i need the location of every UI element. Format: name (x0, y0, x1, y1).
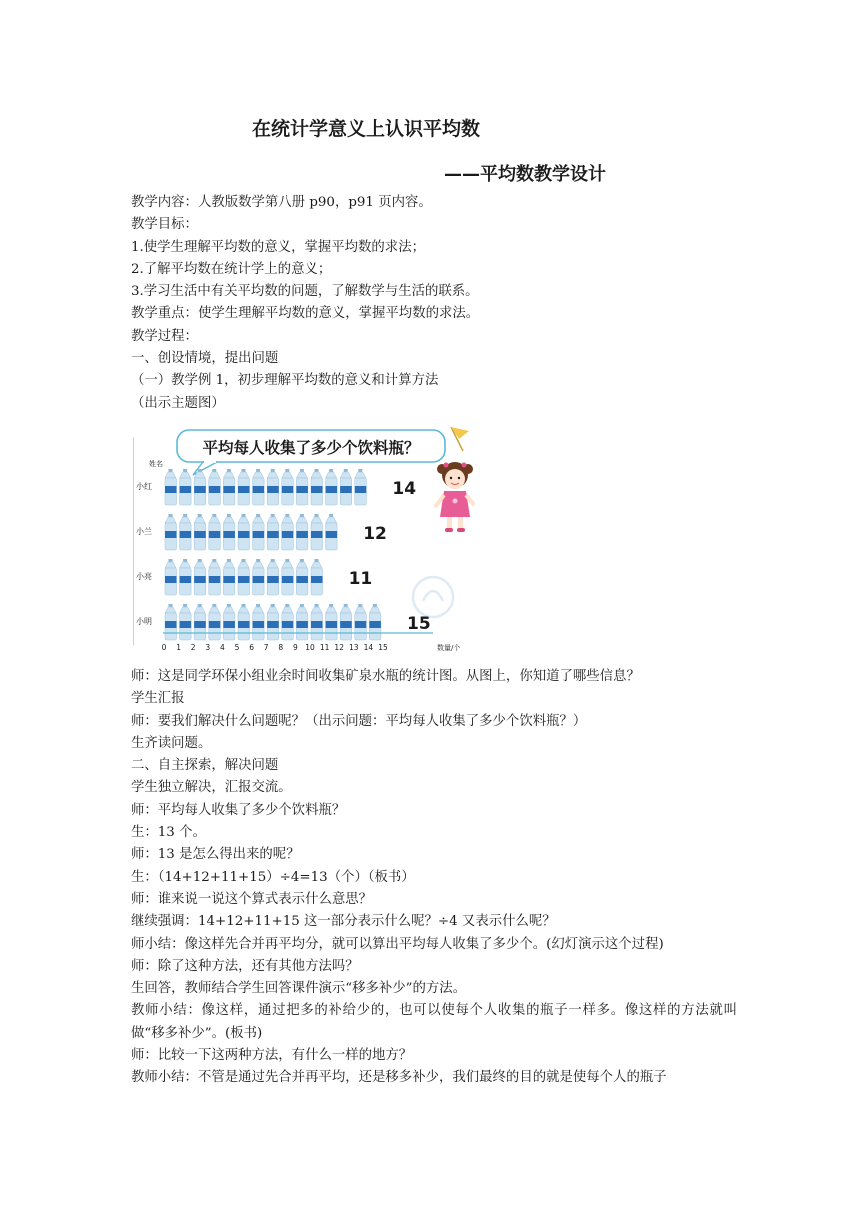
text-line: 3.学习生活中有关平均数的问题，了解数学与生活的联系。 (131, 284, 479, 300)
bottle-icon (165, 514, 177, 550)
bottle-icon (296, 469, 308, 505)
x-tick-label: 4 (220, 643, 225, 652)
bottle-icon (194, 514, 206, 550)
text-line: 二、自主探索，解决问题 (131, 758, 279, 774)
pictograph-row (136, 604, 431, 640)
pictograph-rows (136, 469, 431, 640)
axis-qty-label: 数量/个 (437, 644, 461, 652)
text-line: 师：13 是怎么得出来的呢？ (131, 847, 300, 863)
row-count-label: 12 (363, 524, 387, 544)
bottle-icon (311, 514, 323, 550)
x-tick-label: 10 (305, 643, 315, 652)
text-line: 生回答，教师结合学生回答课件演示“移多补少”的方法。 (131, 981, 467, 997)
text-line: 教学重点：使学生理解平均数的意义，掌握平均数的求法。 (131, 306, 480, 322)
bottle-icon (296, 514, 308, 550)
bottle-icon (223, 604, 235, 640)
bottle-icon (282, 559, 294, 595)
bottle-icon (180, 514, 192, 550)
text-line: 师：要我们解决什么问题呢？（出示问题：平均每人收集了多少个饮料瓶？） (131, 713, 587, 729)
text-line: 1.使学生理解平均数的意义，掌握平均数的求法； (131, 239, 425, 255)
axis-name-label: 姓名 (149, 460, 163, 468)
bottle-icon (267, 469, 279, 505)
text-line: 教学内容：人教版数学第八册 p90，p91 页内容。 (131, 195, 432, 210)
bottle-icon (253, 604, 265, 640)
bottle-icon (282, 514, 294, 550)
text-line: 师：平均每人收集了多少个饮料瓶？ (131, 802, 346, 818)
x-tick-label: 9 (293, 643, 298, 652)
watermark-icon (413, 577, 453, 617)
bottle-icon (180, 604, 192, 640)
text-line: 教师小结：不管是通过先合并再平均，还是移多补少，我们最终的目的就是使每个人的瓶子 (131, 1070, 667, 1086)
bottle-icon (238, 469, 250, 505)
x-tick-label: 14 (363, 643, 374, 652)
x-tick-label: 15 (378, 643, 388, 652)
x-tick-label: 8 (278, 643, 284, 652)
x-tick-label: 5 (234, 643, 240, 652)
row-name-label: 小亮 (136, 572, 152, 581)
pictograph-row (136, 469, 416, 505)
body-text (131, 666, 737, 1090)
bottle-icon (209, 559, 221, 595)
bottle-icon (340, 469, 352, 505)
document-title: 在统计学意义上认识平均数 (252, 118, 481, 140)
x-tick-label: 1 (176, 643, 181, 652)
bottle-icon (355, 604, 367, 640)
question-text: 平均每人收集了多少个饮料瓶？ (202, 439, 420, 457)
bottle-icon (223, 469, 235, 505)
bottle-icon (253, 559, 265, 595)
text-line: 学生汇报 (131, 691, 185, 707)
row-name-label: 小兰 (136, 527, 152, 536)
row-name-label: 小明 (136, 617, 152, 626)
bottle-icon (253, 469, 265, 505)
bottle-icon (369, 604, 381, 640)
bottle-icon (194, 559, 206, 595)
text-line: 生：（14+12+11+15）÷4=13（个）（板书） (131, 869, 415, 885)
bottle-icon (282, 604, 294, 640)
pictograph-row (136, 514, 387, 550)
text-paragraph: 教师小结：像这样，通过把多的补给少的，也可以使每个人收集的瓶子一样多。像这样的方法就叫做“移多补少”。(板书) (131, 1003, 737, 1041)
row-name-label: 小红 (136, 482, 152, 491)
bottle-icon (209, 604, 221, 640)
document-subtitle: ——平均数教学设计 (444, 164, 606, 185)
text-line: 学生独立解决，汇报交流。 (131, 780, 292, 796)
x-tick-label: 6 (249, 643, 254, 652)
bottle-icon (311, 559, 323, 595)
x-tick-label: 0 (161, 643, 167, 652)
x-tick-label: 11 (319, 643, 330, 652)
text-line: 生：13 个。 (131, 825, 206, 841)
text-line: （一）教学例 1，初步理解平均数的意义和计算方法 (131, 373, 439, 389)
x-tick-label: 2 (190, 643, 196, 652)
text-line: 2.了解平均数在统计学上的意义； (131, 261, 332, 277)
bottle-icon (296, 559, 308, 595)
text-line: 师：谁来说一说这个算式表示什么意思？ (131, 891, 373, 907)
x-axis-ticks (162, 643, 388, 652)
bottle-icon (180, 469, 192, 505)
x-tick-label: 7 (263, 643, 269, 652)
bottle-icon (311, 469, 323, 505)
bottle-icon (340, 604, 352, 640)
row-count-label: 15 (407, 614, 431, 634)
text-line: 师：这是同学环保小组业余时间收集矿泉水瓶的统计图。从图上，你知道了哪些信息？ (131, 669, 640, 684)
text-line: 一、创设情境，提出问题 (131, 351, 279, 367)
bottle-icon (194, 604, 206, 640)
x-tick-label: 13 (349, 643, 359, 652)
text-line: （出示主题图） (131, 395, 225, 411)
bottle-icon (253, 514, 265, 550)
bottle-icon (165, 469, 177, 505)
pictograph-row (136, 559, 372, 595)
bottle-icon (355, 469, 367, 505)
row-count-label: 11 (348, 569, 373, 589)
bottle-icon (282, 469, 294, 505)
text-line: 教学过程： (131, 328, 198, 344)
theme-picture (133, 421, 475, 659)
bottle-icon (238, 604, 250, 640)
x-tick-label: 12 (334, 643, 344, 652)
bottle-icon (311, 604, 323, 640)
intro-text (131, 192, 737, 415)
bottle-icon (326, 514, 338, 550)
row-count-label: 14 (392, 479, 417, 499)
text-line: 师：比较一下这两种方法，有什么一样的地方？ (131, 1048, 413, 1064)
bottle-icon (296, 604, 308, 640)
bottle-icon (165, 559, 177, 595)
bottle-icon (194, 469, 206, 505)
bottle-icon (267, 559, 279, 595)
bottle-icon (238, 514, 250, 550)
text-line: 教学目标： (131, 217, 198, 233)
bottle-icon (238, 559, 250, 595)
bottle-icon (326, 604, 338, 640)
bottle-icon (267, 514, 279, 550)
text-line: 继续强调：14+12+11+15 这一部分表示什么呢？÷4 又表示什么呢？ (131, 914, 556, 930)
text-line: 师：除了这种方法，还有其他方法吗？ (131, 958, 359, 974)
flag-icon (451, 427, 469, 451)
bottle-icon (326, 469, 338, 505)
text-line: 生齐读问题。 (131, 735, 212, 751)
bottle-icon (209, 469, 221, 505)
girl-illustration (435, 462, 474, 532)
bottle-pictograph (133, 421, 475, 659)
bottle-icon (267, 604, 279, 640)
text-line: 师小结：像这样先合并再平均分，就可以算出平均每人收集了多少个。(幻灯演示这个过程) (131, 936, 664, 952)
x-tick-label: 3 (205, 643, 211, 652)
bottle-icon (223, 559, 235, 595)
bottle-icon (165, 604, 177, 640)
bottle-icon (209, 514, 221, 550)
bottle-icon (180, 559, 192, 595)
bottle-icon (223, 514, 235, 550)
